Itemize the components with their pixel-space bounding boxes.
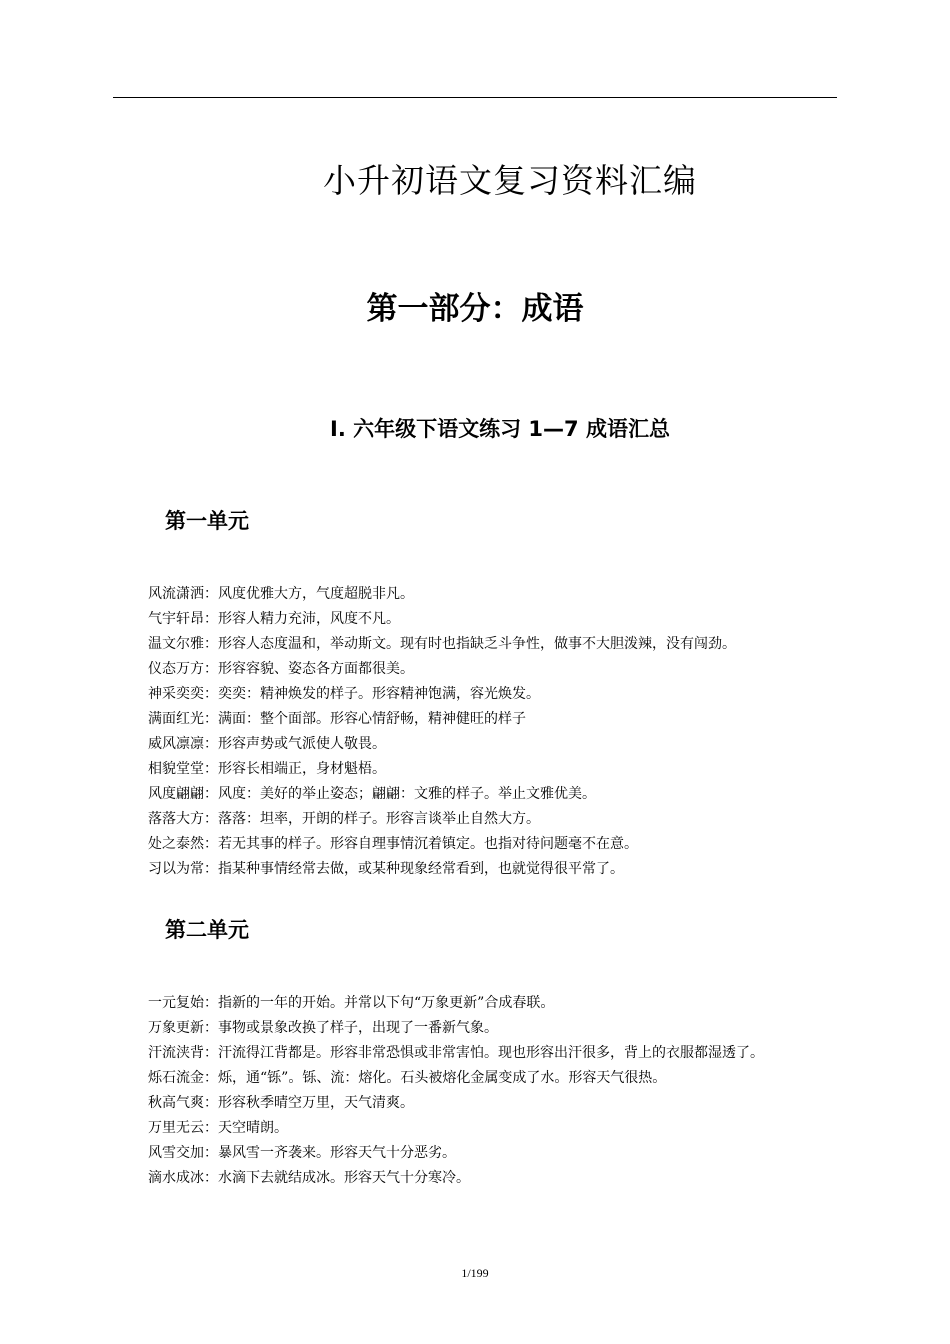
idiom-list-unit-2	[113, 991, 837, 1191]
idiom-entry: 落落大方：落落：坦率，开朗的样子。形容言谈举止自然大方。	[148, 811, 540, 827]
idiom-entry: 神采奕奕：奕奕：精神焕发的样子。形容精神饱满，容光焕发。	[148, 686, 540, 702]
unit-title-1: 第一单元	[165, 509, 249, 533]
idiom-entry: 相貌堂堂：形容长相端正，身材魁梧。	[148, 761, 386, 777]
idiom-entry: 仪态万方：形容容貌、姿态各方面都很美。	[148, 661, 414, 677]
idiom-entry: 汗流浃背：汗流得江背都是。形容非常恐惧或非常害怕。现也形容出汗很多，背上的衣服都湿透了。	[148, 1045, 764, 1061]
idiom-entry: 烁石流金：烁，通“铄”。铄、流：熔化。石头被熔化金属变成了水。形容天气很热。	[148, 1070, 667, 1086]
idiom-list-unit-1	[113, 582, 837, 882]
header-rule	[113, 97, 837, 98]
idiom-entry: 秋高气爽：形容秋季晴空万里，天气清爽。	[148, 1095, 414, 1111]
idiom-entry: 风度翩翩：风度：美好的举止姿态；翩翩：文雅的样子。举止文雅优美。	[148, 786, 596, 802]
idiom-entry: 温文尔雅：形容人态度温和，举动斯文。现有时也指缺乏斗争性，做事不大胆泼辣，没有闯劲。	[148, 636, 736, 652]
page-number: 1/199	[461, 1266, 489, 1280]
idiom-entry: 一元复始：指新的一年的开始。并常以下句“万象更新”合成春联。	[148, 995, 555, 1011]
idiom-entry: 万象更新：事物或景象改换了样子，出现了一番新气象。	[148, 1020, 498, 1036]
idiom-entry: 满面红光：满面：整个面部。形容心情舒畅，精神健旺的样子	[148, 711, 526, 727]
idiom-entry: 风雪交加：暴风雪一齐袭来。形容天气十分恶劣。	[148, 1145, 456, 1161]
unit-title-2: 第二单元	[165, 918, 249, 942]
part-title: 第一部分：成语	[366, 291, 584, 327]
idiom-entry: 万里无云：天空晴朗。	[148, 1120, 288, 1136]
section-title: I. 六年级下语文练习 1—7 成语汇总	[330, 417, 670, 441]
idiom-entry: 风流潇洒：风度优雅大方，气度超脱非凡。	[148, 586, 414, 602]
idiom-entry: 气宇轩昂：形容人精力充沛，风度不凡。	[148, 611, 400, 627]
idiom-entry: 威风凛凛：形容声势或气派使人敬畏。	[148, 736, 386, 752]
document-title: 小升初语文复习资料汇编	[323, 161, 697, 200]
idiom-entry: 滴水成冰：水滴下去就结成冰。形容天气十分寒冷。	[148, 1170, 470, 1186]
idiom-entry: 习以为常：指某种事情经常去做，或某种现象经常看到，也就觉得很平常了。	[148, 861, 624, 877]
idiom-entry: 处之泰然：若无其事的样子。形容自理事情沉着镇定。也指对待问题毫不在意。	[148, 836, 638, 852]
